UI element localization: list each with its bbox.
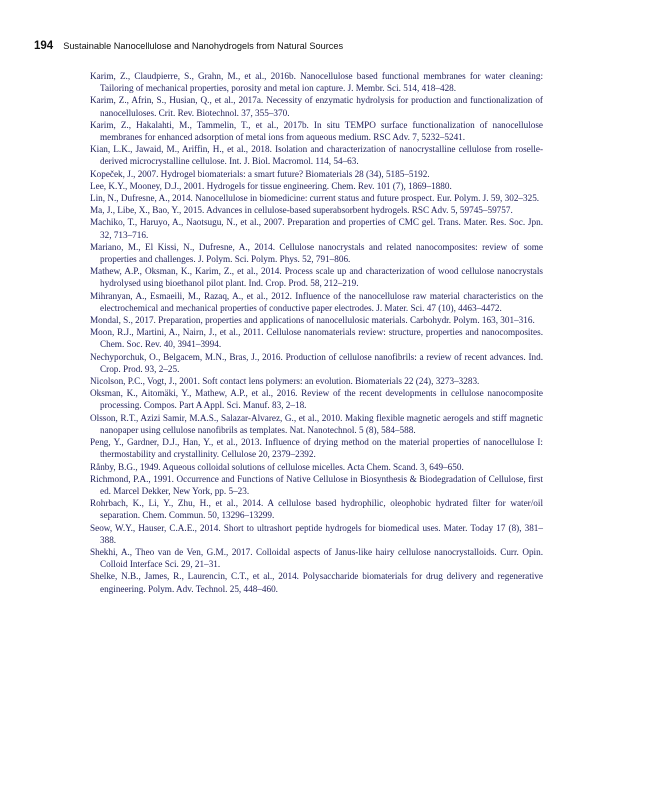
reference-item: Shekhi, A., Theo van de Ven, G.M., 2017. Colloidal aspects of Janus-like hairy cellulose nanocrystalloids. Curr. Opin. Colloid Interface Sci. 29, 21–31. bbox=[90, 546, 543, 570]
reference-item: Karim, Z., Afrin, S., Husian, Q., et al., 2017a. Necessity of enzymatic hydrolysis for production and functionalization of nanocelluloses. Crit. Rev. Biotechnol. 37, 355–370. bbox=[90, 95, 543, 118]
reference-item: Rånby, B.G., 1949. Aqueous colloidal solutions of cellulose micelles. Acta Chem. Scand. 3, 649–650. bbox=[90, 461, 464, 472]
reference-item: Lee, K.Y., Mooney, D.J., 2001. Hydrogels for tissue engineering. Chem. Rev. 101 (7), 1869–1880. bbox=[90, 180, 452, 191]
reference-item: Nechyporchuk, O., Belgacem, M.N., Bras, J., 2016. Production of cellulose nanofibrils: a review of recent advances. Ind. Crop. Prod. 93, 2–25. bbox=[90, 351, 543, 374]
page-number: 194 bbox=[34, 40, 54, 52]
reference-item: Olsson, R.T., Azizi Samir, M.A.S., Salazar-Alvarez, G., et al., 2010. Making flexible magnetic aerogels and stiff magnetic nanopaper using cellulose nanofibrils as templates. Nat. Nanotechnol. 5 (8), 584–588. bbox=[90, 412, 543, 435]
reference-item: Lin, N., Dufresne, A., 2014. Nanocellulose in biomedicine: current status and future prospect. Eur. Polym. J. 59, 302–325. bbox=[90, 193, 540, 204]
reference-item: Peng, Y., Gardner, D.J., Han, Y., et al., 2013. Influence of drying method on the material properties of nanocellulose I: thermostability and crystallinity. Cellulose 20, 2379–2392. bbox=[90, 437, 543, 460]
running-header bbox=[34, 40, 343, 52]
reference-item: Kian, L.K., Jawaid, M., Ariffin, H., et al., 2018. Isolation and characterization of nanocrystalline cellulose from roselle-derived microcrystalline cellulose. Int. J. Biol. Macromol. 114, 54–63. bbox=[90, 144, 543, 167]
reference-item: Mondal, S., 2017. Preparation, properties and applications of nanocellulosic materials. Carbohydr. Polym. 163, 301–316. bbox=[90, 315, 535, 326]
reference-item: Kopeček, J., 2007. Hydrogel biomaterials: a smart future? Biomaterials 28 (34), 5185–5192. bbox=[90, 168, 430, 179]
reference-item: Mariano, M., El Kissi, N., Dufresne, A., 2014. Cellulose nanocrystals and related nanocomposites: review of some properties and challenges. J. Polym. Sci. Polym. Phys. 52, 791–806. bbox=[90, 241, 543, 265]
reference-item: Seow, W.Y., Hauser, C.A.E., 2014. Short to ultrashort peptide hydrogels for biomedical uses. Mater. Today 17 (8), 381–388. bbox=[90, 522, 543, 545]
reference-item: Oksman, K., Aitomäki, Y., Mathew, A.P., et al., 2016. Review of the recent developments in cellulose nanocomposite processing. Compos. Part A Appl. Sci. Manuf. 83, 2–18. bbox=[90, 388, 543, 411]
reference-item: Moon, R.J., Martini, A., Nairn, J., et al., 2011. Cellulose nanomaterials review: structure, properties and nanocomposites. Chem. Soc. Rev. 40, 3941–3994. bbox=[90, 327, 543, 350]
reference-item: Nicolson, P.C., Vogt, J., 2001. Soft contact lens polymers: an evolution. Biomaterials 22 (24), 3273–3283. bbox=[90, 376, 480, 387]
reference-item: Karim, Z., Hakalahti, M., Tammelin, T., et al., 2017b. In situ TEMPO surface functionalization of nanocellulose membranes for enhanced adsorption of metal ions from aqueous medium. RSC Adv. 7, 5232–5241. bbox=[90, 119, 543, 143]
reference-list bbox=[90, 70, 543, 595]
reference-item: Ma, J., Libe, X., Bao, Y., 2015. Advances in cellulose-based superabsorbent hydrogels. RSC Adv. 5, 59745–59757. bbox=[90, 205, 513, 216]
reference-item: Machiko, T., Haruyo, A., Naotsugu, N., et al., 2007. Preparation and properties of CMC gel. Trans. Mater. Res. Soc. Jpn. 32, 713–716. bbox=[90, 217, 543, 240]
reference-item: Shelke, N.B., James, R., Laurencin, C.T., et al., 2014. Polysaccharide biomaterials for drug delivery and regenerative engineering. Polym. Adv. Technol. 25, 448–460. bbox=[90, 571, 543, 594]
reference-item: Mihranyan, A., Esmaeili, M., Razaq, A., et al., 2012. Influence of the nanocellulose raw material characteristics on the electrochemical and mechanical properties of conductive paper electrodes. J. Mater. Sci. 47 (10), 4463–4472. bbox=[90, 290, 543, 313]
book-title: Sustainable Nanocellulose and Nanohydrogels from Natural Sources bbox=[63, 41, 344, 51]
reference-item: Mathew, A.P., Oksman, K., Karim, Z., et al., 2014. Process scale up and characterization of wood cellulose nanocrystals hydrolysed using bioethanol pilot plant. Ind. Crop. Prod. 58, 212–219. bbox=[90, 266, 543, 289]
reference-item: Karim, Z., Claudpierre, S., Grahn, M., et al., 2016b. Nanocellulose based functional membranes for water cleaning: Tailoring of mechanical properties, porosity and metal ion capture. J. Membr. Sci. 514, 418–428. bbox=[90, 71, 543, 94]
reference-item: Richmond, P.A., 1991. Occurrence and Functions of Native Cellulose in Biosynthesis & Biodegradation of Cellulose, first ed. Marcel Dekker, New York, pp. 5–23. bbox=[90, 473, 543, 496]
reference-item: Rohrbach, K., Li, Y., Zhu, H., et al., 2014. A cellulose based hydrophilic, oleophobic hydrated filter for water/oil separation. Chem. Commun. 50, 13296–13299. bbox=[90, 498, 543, 521]
